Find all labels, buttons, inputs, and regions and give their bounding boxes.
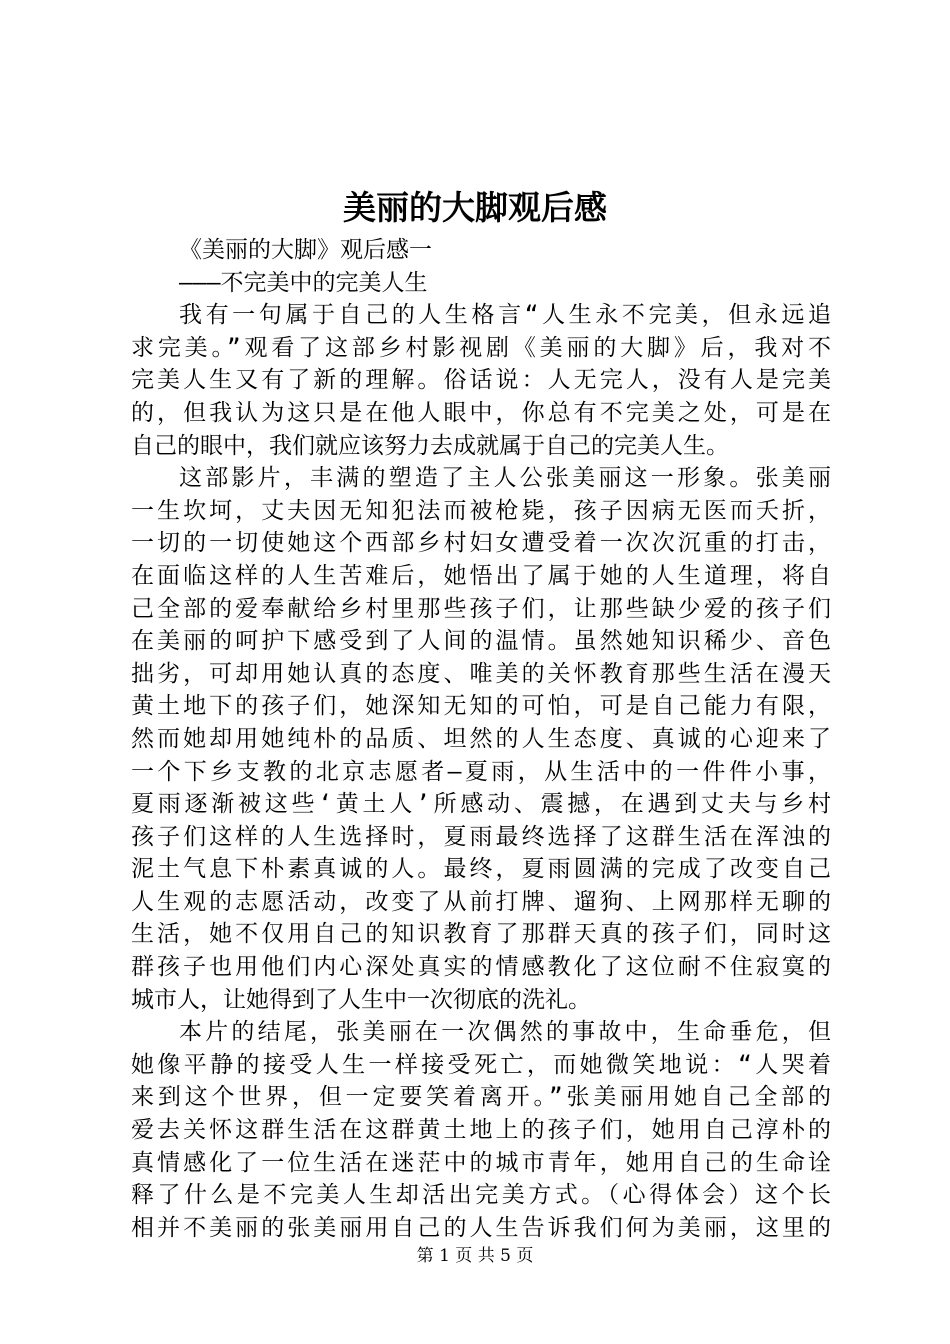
- text-line: 自己的眼中，我们就应该努力去成就属于自己的完美人生。: [131, 432, 729, 459]
- page-number-footer: 第 1 页 共 5 页: [416, 1246, 534, 1266]
- text-line: 本片的结尾，张美丽在一次偶然的事故中，生命垂危，但: [179, 1019, 831, 1046]
- text-line: 拙劣，可却用她认真的态度、唯美的关怀教育那些生活在漫天: [131, 660, 831, 687]
- text-line: 求完美。”观看了这部乡村影视剧《美丽的大脚》后，我对不: [131, 334, 831, 361]
- document-title: 美丽的大脚观后感: [343, 188, 607, 227]
- text-line: 己全部的爱奉献给乡村里那些孩子们，让那些缺少爱的孩子们: [131, 595, 831, 622]
- text-line: 在美丽的呵护下感受到了人间的温情。虽然她知识稀少、音色: [131, 628, 831, 655]
- text-line: 泥土气息下朴素真诚的人。最终，夏雨圆满的完成了改变自己: [131, 856, 831, 883]
- text-line: 城市人，让她得到了人生中一次彻底的洗礼。: [131, 986, 591, 1013]
- text-line: 她像平静的接受人生一样接受死亡，而她微笑地说：“人哭着: [131, 1051, 831, 1078]
- text-line: 一切的一切使她这个西部乡村妇女遭受着一次次沉重的打击，: [131, 530, 831, 557]
- text-line: 然而她却用她纯朴的品质、坦然的人生态度、真诚的心迎来了: [131, 725, 831, 752]
- text-line: 黄土地下的孩子们，她深知无知的可怕，可是自己能力有限，: [131, 693, 831, 720]
- document-body: [131, 234, 831, 1244]
- text-line: 释了什么是不完美人生却活出完美方式。（心得体会）这个长: [131, 1182, 831, 1209]
- text-line: 群孩子也用他们内心深处真实的情感教化了这位耐不住寂寞的: [131, 954, 831, 981]
- paragraph-2: [131, 462, 831, 1016]
- paragraph-1: [131, 299, 831, 462]
- paragraph-3: [131, 1016, 831, 1244]
- text-line: 一个下乡支教的北京志愿者—夏雨，从生活中的一件件小事，: [131, 758, 831, 785]
- text-line: 一生坎坷，丈夫因无知犯法而被枪毙，孩子因病无医而夭折，: [131, 497, 831, 524]
- text-line: 相并不美丽的张美丽用自己的人生告诉我们何为美丽，这里的: [131, 1214, 831, 1241]
- text-line: 这部影片，丰满的塑造了主人公张美丽这一形象。张美丽: [179, 465, 831, 492]
- text-line: 爱去关怀这群生活在这群黄土地上的孩子们，她用自己淳朴的: [131, 1117, 831, 1144]
- text-line: 我有一句属于自己的人生格言“人生永不完美，但永远追: [179, 302, 831, 329]
- subtitle-line: 《美丽的大脚》观后感一: [179, 237, 432, 263]
- text-line: 生活，她不仅用自己的知识教育了那群天真的孩子们，同时这: [131, 921, 831, 948]
- text-line: 在面临这样的人生苦难后，她悟出了属于她的人生道理，将自: [131, 562, 831, 589]
- text-line: 夏雨逐渐被这些‘黄土人’所感动、震撼，在遇到丈夫与乡村: [131, 791, 831, 818]
- text-line: 孩子们这样的人生选择时，夏雨最终选择了这群生活在浑浊的: [131, 823, 831, 850]
- text-line: 来到这个世界，但一定要笑着离开。”张美丽用她自己全部的: [131, 1084, 831, 1111]
- text-line: 完美人生又有了新的理解。俗话说：人无完人，没有人是完美: [131, 367, 831, 394]
- text-line: 人生观的志愿活动，改变了从前打牌、遛狗、上网那样无聊的: [131, 888, 831, 915]
- text-line: 真情感化了一位生活在迷茫中的城市青年，她用自己的生命诠: [131, 1149, 831, 1176]
- text-line: 的，但我认为这只是在他人眼中，你总有不完美之处，可是在: [131, 399, 831, 426]
- dash-line: ———不完美中的完美人生: [179, 269, 428, 296]
